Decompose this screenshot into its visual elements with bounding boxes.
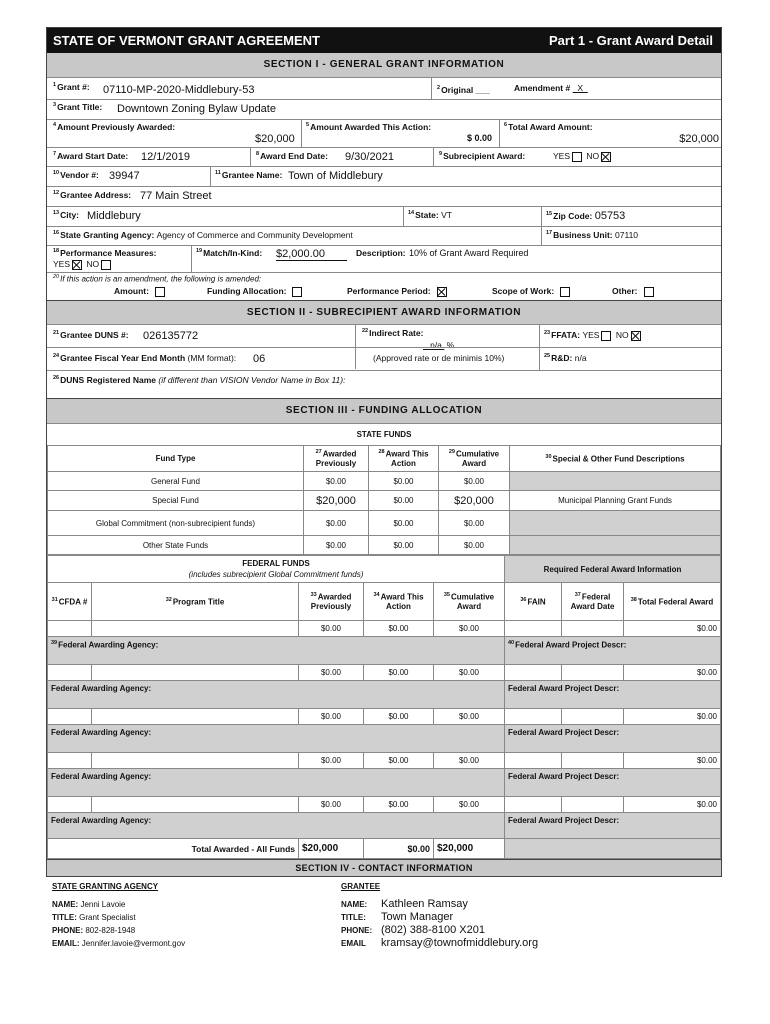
fed-cum-cell[interactable]: $0.00 [434, 797, 505, 813]
program-cell[interactable] [92, 709, 299, 725]
this-action-label: Amount Awarded This Action: [310, 122, 432, 132]
table-row [48, 813, 721, 839]
performance-no-label: NO [86, 259, 100, 269]
scope-of-work-label: Scope of Work: [492, 286, 555, 296]
total-this-value[interactable]: $0.00 [364, 839, 434, 859]
grant-title-value[interactable]: Downtown Zoning Bylaw Update [117, 103, 276, 115]
cfda-cell[interactable] [48, 709, 92, 725]
desc-cell [510, 536, 721, 555]
fiscal-year-label: Grantee Fiscal Year End Month [60, 353, 186, 363]
city-value[interactable]: Middlebury [87, 210, 141, 222]
table-row [48, 769, 721, 797]
fed-total-header: Total Federal Award [637, 597, 714, 607]
fed-this-header: Award This Action [380, 592, 424, 611]
this-cell[interactable]: $0.00 [369, 536, 439, 555]
indirect-rate-note: (Approved rate or de minimis 10%) [373, 353, 505, 363]
grantee-phone-value[interactable]: (802) 388-8100 X201 [381, 924, 485, 936]
fain-cell[interactable] [505, 621, 562, 637]
state-name-label: NAME: [52, 900, 79, 909]
prev-cell[interactable]: $0.00 [304, 511, 369, 536]
business-unit-label: Business Unit: [553, 230, 613, 240]
grant-title-row: $^3$Grant Title: Downtown Zoning Bylaw Update [47, 99, 721, 119]
indirect-rate-label: Indirect Rate: [369, 328, 424, 338]
description-label: Description: [356, 248, 406, 258]
start-date-value[interactable]: 12/1/2019 [141, 151, 190, 163]
vendor-label: Vendor #: [60, 170, 99, 180]
dates-row: $^7$Award Start Date: 12/1/2019 $^8$Award End Date: 9/30/2021 $^9$Subrecipient Award: YES NO [47, 147, 721, 166]
grantee-title-label: TITLE: [341, 913, 366, 922]
fed-cum-cell[interactable]: $0.00 [434, 665, 505, 681]
cum-cell[interactable]: $0.00 [439, 511, 510, 536]
desc-cell [510, 472, 721, 491]
table-row [48, 511, 721, 536]
duns-row: $^{21}$Grantee DUNS #: 026135772 $^{22}$Indirect Rate: n/a % $^{23}$FFATA: YES NO [47, 324, 721, 347]
fed-prev-header: Awarded Previously [310, 592, 352, 611]
fed-this-cell[interactable]: $0.00 [364, 621, 434, 637]
program-cell[interactable] [92, 621, 299, 637]
federal-funds-table: FEDERAL FUNDS (includes subrecipient Global Commitment funds) Required Federal Award Information $^{31}$CFDA # $^{32}$Program Title $^{33}$Awarded Previously $^{34}$Award This Action $^{35}$Cumulative Award $^{36}$FAIN $^{37}$Federal Award Date $^{38}$Total Federal Award $0.00 $0.00 $0.00 $0.00 $^{39}$Federal Awarding Agency: $^{40}$Federal Award Project Descr: $0.00 $0.00 $0.00 $0.00 Federal Awarding Agency: Federal Award Project Descr: $0.00 $0.00 $0.00 $0.00 Federal Awarding Agency: Federal Award Project Descr: $0.00 $0.00 $0.00 $0.00 Federal Awarding Agency: Federal Award Project Descr: $0.00 $0.00 $0.00 $0.00 Federal Awarding Agency: Federal Award Project Descr: Total Awarded - All Funds $20,000 $0.00 $20,000 [47, 555, 721, 859]
grant-title-label: Grant Title: [57, 102, 103, 112]
subrecipient-no-label: NO [586, 151, 600, 161]
match-value[interactable]: $2,000.00 [276, 248, 347, 261]
fed-total-cell[interactable]: $0.00 [624, 621, 721, 637]
other-label: Other: [612, 286, 638, 296]
total-cum-value[interactable]: $20,000 [434, 839, 505, 859]
ffata-no-checkbox[interactable] [631, 331, 641, 341]
state-email-value[interactable]: Jennifer.lavoie@vermont.gov [81, 939, 186, 948]
fed-prev-cell[interactable]: $0.00 [299, 753, 364, 769]
grantee-heading: GRANTEE [341, 882, 381, 891]
fed-total-cell[interactable]: $0.00 [624, 797, 721, 813]
this-action-value[interactable]: $ 0.00 [467, 133, 493, 143]
table-row [48, 709, 721, 725]
subrecipient-no-checkbox[interactable] [601, 152, 611, 162]
state-phone-value[interactable]: 802-828-1948 [85, 926, 136, 935]
section-1-heading: SECTION I - GENERAL GRANT INFORMATION [47, 53, 721, 77]
fed-date-header: Federal Award Date [570, 592, 615, 611]
grant-number-value[interactable]: 07110-MP-2020-Middlebury-53 [103, 84, 255, 96]
vendor-row: $^{10}$Vendor #: 39947 $^{11}$Grantee Name: Town of Middlebury [47, 166, 721, 186]
cfda-header: CFDA # [58, 597, 88, 607]
subrecipient-label: Subrecipient Award: [443, 151, 526, 161]
fed-agency-label: Federal Awarding Agency: [48, 769, 505, 797]
fund-type-header: Fund Type [48, 446, 304, 472]
total-awarded-label: Total Awarded - All Funds [48, 839, 299, 859]
cum-cell[interactable]: $0.00 [439, 536, 510, 555]
total-row [48, 839, 721, 859]
fiscal-format-label: (MM format): [187, 353, 237, 363]
fed-prev-cell[interactable]: $0.00 [299, 665, 364, 681]
federal-funds-title: FEDERAL FUNDS [242, 559, 310, 568]
address-value[interactable]: 77 Main Street [140, 190, 212, 202]
amount-checkbox[interactable] [155, 287, 165, 297]
performance-label: Performance Measures: [60, 248, 157, 258]
performance-no-checkbox[interactable] [101, 260, 111, 270]
awarded-previously-header: Awarded Previously [315, 449, 357, 468]
fed-cum-cell[interactable]: $0.00 [434, 709, 505, 725]
end-date-value[interactable]: 9/30/2021 [345, 151, 394, 163]
form-title: STATE OF VERMONT GRANT AGREEMENT [53, 33, 320, 48]
table-row [48, 491, 721, 511]
grantee-name-label: Grantee Name: [221, 170, 283, 180]
fed-this-cell[interactable]: $0.00 [364, 709, 434, 725]
table-row: $^{39}$Federal Awarding Agency: $^{40}$Federal Award Project Descr: [48, 637, 721, 665]
program-cell[interactable] [92, 665, 299, 681]
address-label: Grantee Address: [60, 190, 132, 200]
fund-type-cell: General Fund [48, 472, 304, 491]
state-funds-title: STATE FUNDS [47, 423, 721, 445]
original-label: Original [441, 84, 474, 95]
start-date-label: Award Start Date: [57, 151, 129, 161]
cfda-cell[interactable] [48, 621, 92, 637]
grantee-title-value[interactable]: Town Manager [381, 911, 454, 923]
amendment-row: $^{20}$If this action is an amendment, the following is amended: Amount: Funding Allocation: Performance Period: Scope of Work: Other: [47, 272, 721, 300]
scope-of-work-checkbox[interactable] [560, 287, 570, 297]
duns-value[interactable]: 026135772 [143, 330, 199, 342]
fed-agency-label: Federal Awarding Agency: [48, 681, 505, 709]
amount-label: Amount: [114, 286, 149, 296]
section-3-heading: SECTION III - FUNDING ALLOCATION [47, 398, 721, 423]
match-label: Match/In-Kind: [203, 248, 263, 258]
city-label: City: [60, 210, 80, 220]
fund-type-cell: Global Commitment (non-subrecipient funds) [48, 511, 304, 536]
grant-agreement-form [46, 27, 722, 877]
fed-cum-header: Cumulative Award [451, 592, 495, 611]
state-phone-label: PHONE: [52, 926, 84, 935]
duns-name-label: DUNS Registered Name [60, 375, 157, 385]
form-part: Part 1 - Grant Award Detail [549, 33, 713, 48]
rd-value[interactable]: n/a [574, 353, 587, 363]
grantee-name-label: NAME: [341, 900, 368, 909]
fed-total-cell[interactable]: $0.00 [624, 753, 721, 769]
contact-section [46, 880, 720, 953]
grantee-name-value[interactable]: Town of Middlebury [288, 170, 383, 182]
table-row [48, 472, 721, 491]
grantee-phone-label: PHONE: [341, 926, 373, 935]
state-value[interactable]: VT [441, 210, 452, 220]
desc-cell[interactable]: Municipal Planning Grant Funds [510, 491, 721, 511]
vendor-value[interactable]: 39947 [109, 170, 140, 182]
fed-date-cell[interactable] [562, 621, 624, 637]
state-title-value[interactable]: Grant Specialist [79, 913, 136, 922]
fed-descr-label: Federal Award Project Descr: [505, 725, 721, 753]
fain-cell[interactable] [505, 753, 562, 769]
fed-agency-label: Federal Awarding Agency: [48, 725, 505, 753]
state-name-value[interactable]: Jenni Lavoie [80, 900, 126, 909]
prev-awarded-value[interactable]: $20,000 [255, 133, 295, 145]
fed-agency-label: Federal Awarding Agency: [58, 640, 159, 650]
cfda-cell[interactable] [48, 665, 92, 681]
performance-row: $^{18}$Performance Measures: YES NO $^{19}$Match/In-Kind: $2,000.00 Description: 10% of Grant Award Required [47, 245, 721, 272]
prev-awarded-label: Amount Previously Awarded: [57, 122, 176, 132]
fiscal-row: $^{24}$Grantee Fiscal Year End Month (MM format): 06 (Approved rate or de minimis 10%) $^{25}$R&D: n/a [47, 347, 721, 370]
table-row [48, 621, 721, 637]
cum-cell[interactable]: $0.00 [439, 472, 510, 491]
fed-date-cell[interactable] [562, 709, 624, 725]
performance-yes-label: YES [53, 259, 71, 269]
federal-funds-subtitle: (includes subrecipient Global Commitment funds) [188, 570, 364, 579]
ffata-yes-label: YES [582, 330, 600, 340]
grantee-email-label: EMAIL [341, 939, 366, 948]
total-award-value[interactable]: $20,000 [679, 133, 719, 145]
this-cell[interactable]: $0.00 [369, 472, 439, 491]
agency-row: $^{16}$State Granting Agency: Agency of Commerce and Community Development $^{17}$Business Unit: 07110 [47, 226, 721, 245]
funding-allocation-label: Funding Allocation: [207, 286, 287, 296]
end-date-label: Award End Date: [260, 151, 328, 161]
fed-descr-label: Federal Award Project Descr: [505, 681, 721, 709]
amendment-note: If this action is an amendment, the following is amended: [60, 274, 262, 284]
agency-value[interactable]: Agency of Commerce and Community Development [156, 230, 353, 240]
program-cell[interactable] [92, 797, 299, 813]
this-cell[interactable]: $0.00 [369, 511, 439, 536]
amendment-value[interactable]: X [577, 83, 583, 93]
business-unit-value[interactable]: 07110 [615, 230, 639, 240]
fed-total-cell[interactable]: $0.00 [624, 665, 721, 681]
fund-type-cell: Special Fund [48, 491, 304, 511]
state-title-label: TITLE: [52, 913, 77, 922]
fed-total-cell[interactable]: $0.00 [624, 709, 721, 725]
duns-name-note: (if different than VISION Vendor Name in Box 11): [158, 375, 346, 385]
cfda-cell[interactable] [48, 797, 92, 813]
amounts-row: $^4$Amount Previously Awarded: $20,000 $^5$Amount Awarded This Action: $ 0.00 $^6$Total Award Amount: $20,000 [47, 119, 721, 147]
fed-descr-label: Federal Award Project Descr: [505, 769, 721, 797]
fain-cell[interactable] [505, 665, 562, 681]
state-email-label: EMAIL: [52, 939, 80, 948]
program-title-header: Program Title [172, 597, 225, 607]
performance-period-label: Performance Period: [347, 286, 431, 296]
this-cell[interactable]: $0.00 [369, 491, 439, 511]
fed-prev-cell[interactable]: $0.00 [299, 797, 364, 813]
fed-this-cell[interactable]: $0.00 [364, 797, 434, 813]
prev-cell[interactable]: $20,000 [304, 491, 369, 511]
required-federal-info: Required Federal Award Information [505, 556, 721, 583]
zip-value[interactable]: 05753 [594, 210, 626, 222]
program-cell[interactable] [92, 753, 299, 769]
grantee-email-value[interactable]: kramsay@townofmiddlebury.org [381, 937, 539, 949]
fain-header: FAIN [527, 597, 546, 607]
state-agency-heading: STATE GRANTING AGENCY [52, 882, 159, 891]
fed-date-cell[interactable] [562, 665, 624, 681]
other-checkbox[interactable] [644, 287, 654, 297]
table-row [48, 797, 721, 813]
performance-period-checkbox[interactable] [437, 287, 447, 297]
ffata-label: FFATA: [551, 330, 581, 340]
fund-type-cell: Other State Funds [48, 536, 304, 555]
table-row [48, 665, 721, 681]
table-row [48, 681, 721, 709]
form-header [47, 28, 721, 53]
fed-cum-cell[interactable]: $0.00 [434, 753, 505, 769]
address-row: $^{12}$Grantee Address: 77 Main Street [47, 186, 721, 206]
fed-descr-label: Federal Award Project Descr: [515, 640, 627, 650]
indirect-rate-value[interactable]: n/a [430, 340, 442, 350]
fed-agency-label: Federal Awarding Agency: [48, 813, 505, 839]
fed-cum-cell[interactable]: $0.00 [434, 621, 505, 637]
ffata-yes-checkbox[interactable] [601, 331, 611, 341]
fiscal-year-value[interactable]: 06 [253, 353, 266, 365]
grant-number-label: Grant #: [57, 82, 90, 92]
special-fund-header: Special & Other Fund Descriptions [552, 454, 685, 464]
total-award-label: Total Award Amount: [508, 122, 593, 132]
cumulative-award-header: Cumulative Award [456, 449, 500, 468]
fed-date-cell[interactable] [562, 753, 624, 769]
table-row [48, 536, 721, 555]
fed-date-cell[interactable] [562, 797, 624, 813]
funding-allocation-checkbox[interactable] [292, 287, 302, 297]
fed-prev-cell[interactable]: $0.00 [299, 621, 364, 637]
performance-yes-checkbox[interactable] [72, 260, 82, 270]
grant-number-row: $^1$Grant #: 07110-MP-2020-Middlebury-53 $^2$Original ___ Amendment # X [47, 77, 721, 99]
state-label: State: [415, 210, 439, 220]
subrecipient-yes-label: YES [553, 151, 571, 161]
fed-prev-cell[interactable]: $0.00 [299, 709, 364, 725]
prev-cell[interactable]: $0.00 [304, 536, 369, 555]
state-funds-table: Fund Type $^{27}$Awarded Previously $^{28}$Award This Action $^{29}$Cumulative Award $^{30}$Special & Other Fund Descriptions General Fund $0.00 $0.00 $0.00 Special Fund $20,000 $0.00 $20,000 Municipal Planning Grant Funds Global Commitment (non-subrecipient funds) $0.00 $0.00 $0.00 Other State Funds $0.00 $0.00 $0.00 [47, 445, 721, 555]
description-value[interactable]: 10% of Grant Award Required [409, 248, 529, 258]
rd-label: R&D: [551, 353, 573, 363]
fed-this-cell[interactable]: $0.00 [364, 753, 434, 769]
percent-sign: % [446, 340, 455, 350]
ffata-no-label: NO [615, 330, 629, 340]
duns-label: Grantee DUNS #: [60, 330, 129, 340]
city-row: $^{13}$City: Middlebury $^{14}$State: VT $^{15}$Zip Code: 05753 [47, 206, 721, 226]
desc-cell [510, 511, 721, 536]
table-row [48, 725, 721, 753]
duns-name-row: $^{26}$DUNS Registered Name (if different than VISION Vendor Name in Box 11): [47, 370, 721, 398]
fain-cell[interactable] [505, 709, 562, 725]
prev-cell[interactable]: $0.00 [304, 472, 369, 491]
section-2-heading: SECTION II - SUBRECIPIENT AWARD INFORMATION [47, 300, 721, 324]
grantee-contact-name[interactable]: Kathleen Ramsay [381, 898, 468, 910]
cum-cell[interactable]: $20,000 [439, 491, 510, 511]
award-this-action-header: Award This Action [385, 449, 429, 468]
table-row [48, 753, 721, 769]
agency-label: State Granting Agency: [60, 230, 155, 240]
cfda-cell[interactable] [48, 753, 92, 769]
zip-label: Zip Code: [553, 211, 593, 221]
fed-descr-label: Federal Award Project Descr: [505, 813, 721, 839]
section-4-heading: SECTION IV - CONTACT INFORMATION [47, 859, 721, 876]
subrecipient-yes-checkbox[interactable] [572, 152, 582, 162]
fed-this-cell[interactable]: $0.00 [364, 665, 434, 681]
total-prev-value[interactable]: $20,000 [299, 839, 364, 859]
fain-cell[interactable] [505, 797, 562, 813]
amendment-label: Amendment # [514, 83, 571, 93]
